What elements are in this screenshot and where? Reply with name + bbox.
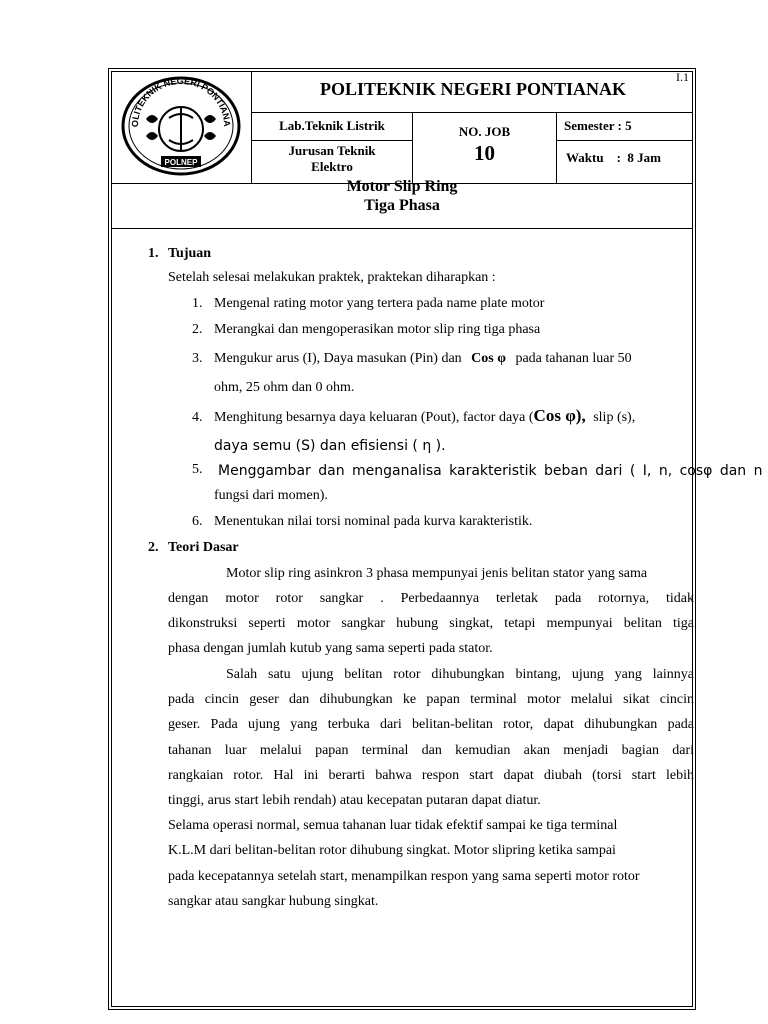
- theory-line-5: Salah satu ujung belitan rotor dihubungkan bintang, ujung yang lainnya: [226, 667, 694, 682]
- logo-arc-text: OLITEKNIK NEGERI PONTIANA: [129, 75, 233, 128]
- objective-3-number: 3.: [192, 351, 203, 366]
- theory-line-10: tinggi, arus start lebih rendah) atau kecepatan putaran dapat diatur.: [168, 793, 541, 808]
- objective-3-cos-phi: Cos φ: [471, 351, 506, 366]
- objective-3: [214, 351, 694, 367]
- objective-3-text-b: pada tahanan luar 50: [515, 351, 632, 366]
- section-1-intro: Setelah selesai melakukan praktek, praktekan diharapkan :: [168, 270, 496, 285]
- lab-name: Lab.Teknik Listrik: [279, 118, 385, 133]
- objective-2-number: 2.: [192, 322, 203, 337]
- course-title-line1: Motor Slip Ring: [346, 178, 458, 195]
- theory-line-2: dengan motor rotor sangkar . Perbedaannya terletak pada rotornya, tidak: [168, 591, 694, 606]
- institution-title: POLITEKNIK NEGERI PONTIANAK: [319, 79, 627, 99]
- objective-5: Menggambar dan menganalisa karakteristik beban dari ( I, n, cosφ dan n: [218, 463, 763, 479]
- institution-logo: [116, 74, 246, 179]
- theory-line-3: dikonstruksi seperti motor sangkar hubung singkat, tetapi mempunyai belitan tiga: [168, 616, 694, 631]
- header-divider-sem-row: [556, 140, 693, 141]
- objective-4-number: 4.: [192, 410, 203, 425]
- logo-bottom-text: POLNEP: [164, 158, 198, 167]
- objective-4-text-a: Menghitung besarnya daya keluaran (Pout), factor daya (: [214, 410, 534, 425]
- header-divider-job: [556, 112, 557, 183]
- job-label: NO. JOB: [458, 124, 511, 139]
- department-name: Jurusan Teknik Elektro: [288, 143, 376, 174]
- section-2-number: 2.: [148, 540, 159, 555]
- theory-line-7: geser. Pada ujung yang terbuka dari belitan-belitan rotor, dapat dihubungkan pada: [168, 717, 694, 732]
- objective-6: Menentukan nilai torsi nominal pada kurva karakteristik.: [214, 514, 533, 529]
- semester: Semester : 5: [564, 118, 632, 133]
- objective-1: Mengenal rating motor yang tertera pada name plate motor: [214, 296, 545, 311]
- theory-line-12: K.L.M dari belitan-belitan rotor dihubung singkat. Motor slipring ketika sampai: [168, 843, 616, 858]
- page-number: I.1: [676, 70, 689, 84]
- section-1-heading: Tujuan: [168, 246, 212, 261]
- objective-2: Merangkai dan mengoperasikan motor slip ring tiga phasa: [214, 322, 541, 337]
- theory-line-11: Selama operasi normal, semua tahanan luar tidak efektif sampai ke tiga terminal: [168, 818, 618, 833]
- theory-line-6: pada cincin geser dan dihubungkan ke papan terminal motor melalui sikat cincin: [168, 692, 694, 707]
- objective-5-number: 5.: [192, 462, 203, 477]
- job-number: 10: [474, 141, 495, 165]
- objective-3-text-a: Mengukur arus (I), Daya masukan (Pin) dan: [214, 351, 462, 366]
- theory-line-8: tahanan luar melalui papan terminal dan kemudian akan menjadi bagian dari: [168, 743, 694, 758]
- theory-line-14: sangkar atau sangkar hubung singkat.: [168, 894, 379, 909]
- theory-line-13: pada kecepatannya setelah start, menampilkan respon yang sama seperti motor rotor: [168, 869, 640, 884]
- section-1-number: 1.: [148, 246, 159, 261]
- section-2-heading: Teori Dasar: [168, 540, 239, 555]
- header-divider-lab-row: [251, 140, 412, 141]
- objective-6-number: 6.: [192, 514, 203, 529]
- header-divider-course: [111, 228, 693, 229]
- theory-line-9: rangkaian rotor. Hal ini berarti bahwa respon start dapat diubah (torsi start lebih: [168, 768, 694, 783]
- objective-1-number: 1.: [192, 296, 203, 311]
- objective-4-continued: daya semu (S) dan efisiensi ( η ).: [214, 438, 446, 454]
- course-title-line2: Tiga Phasa: [364, 197, 440, 214]
- objective-4-text-b: slip (s),: [593, 410, 636, 425]
- theory-line-4: phasa dengan jumlah kutub yang sama seperti pada stator.: [168, 641, 493, 656]
- objective-5-continued: fungsi dari momen).: [214, 488, 328, 503]
- objective-4: [214, 406, 694, 426]
- theory-line-1: Motor slip ring asinkron 3 phasa mempunyai jenis belitan stator yang sama: [226, 566, 648, 581]
- duration: Waktu : 8 Jam: [566, 150, 661, 165]
- objective-4-cos-phi: Cos φ),: [533, 406, 586, 425]
- objective-3-continued: ohm, 25 ohm dan 0 ohm.: [214, 380, 355, 395]
- header-divider-title: [251, 112, 693, 113]
